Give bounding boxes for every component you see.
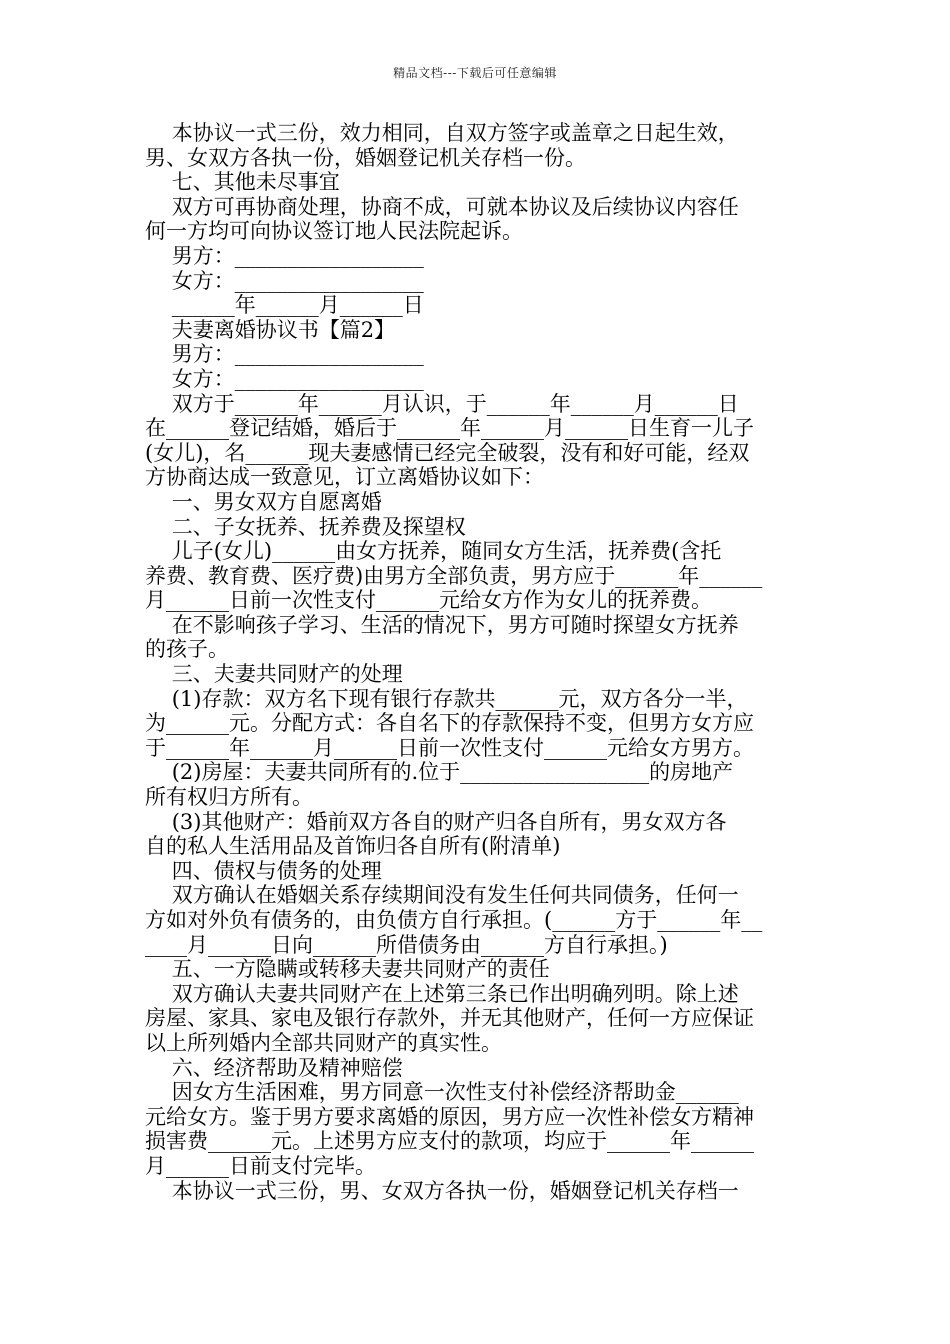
- document-line: 男方：__________________: [145, 243, 424, 268]
- document-body: [145, 121, 825, 1203]
- document-line: 七、其他未尽事宜: [145, 170, 340, 195]
- document-line: 男、女双方各执一份，婚姻登记机关存档一份。: [145, 145, 586, 170]
- document-line: 女方：__________________: [145, 268, 424, 293]
- document-line: 养费、教育费、医疗费)由男方全部负责，男方应于______年______: [145, 563, 763, 588]
- document-line: 月______日前一次性支付______元给女方作为女儿的抚养费。: [145, 588, 712, 613]
- document-line: 在______登记结婚，婚后于______年______月______日生育一儿子: [145, 416, 754, 441]
- document-line: 方如对外负有债务的，由负债方自行承担。(______方于______年__: [145, 908, 763, 932]
- document-line: 自的私人生活用品及首饰归各自所有(附清单): [145, 834, 561, 859]
- document-line: 男方：__________________: [145, 342, 424, 367]
- document-line: 儿子(女儿)______由女方抚养，随同女方生活，抚养费(含托: [145, 539, 722, 564]
- document-line: 四、债权与债务的处理: [145, 858, 382, 883]
- document-line: 何一方均可向协议签订地人民法院起诉。: [145, 219, 523, 244]
- document-line: 六、经济帮助及精神赔偿: [145, 1055, 403, 1080]
- document-line: (3)其他财产：婚前双方各自的财产归各自所有，男女双方各: [145, 809, 727, 834]
- document-line: ____月______日向______所借债务由______方自行承担。): [145, 932, 668, 957]
- document-line: 二、子女抚养、抚养费及探望权: [145, 514, 466, 539]
- document-line: 双方确认夫妻共同财产在上述第三条已作出明确列明。除上述: [145, 981, 739, 1006]
- document-line: 本协议一式三份，男、女双方各执一份，婚姻登记机关存档一: [145, 1178, 739, 1203]
- document-line: 女方：__________________: [145, 366, 424, 391]
- document-line: 一、男女双方自愿离婚: [145, 489, 382, 514]
- document-line: 双方可再协商处理，协商不成，可就本协议及后续协议内容任: [145, 194, 739, 219]
- document-line: 的孩子。: [145, 637, 229, 662]
- document-line: 双方确认在婚姻关系存续期间没有发生任何共同债务，任何一: [145, 883, 739, 908]
- document-line: (女儿)，名______现夫妻感情已经完全破裂，没有和好可能，经双: [145, 440, 750, 465]
- document-line: 方协商达成一致意见，订立离婚协议如下：: [145, 465, 544, 490]
- document-line: 损害费______元。上述男方应支付的款项，均应于______年______: [145, 1129, 754, 1154]
- document-line: 元给女方。鉴于男方要求离婚的原因，男方应一次性补偿女方精神: [145, 1104, 754, 1129]
- document-line: 为______元。分配方式：各自名下的存款保持不变，但男方女方应: [145, 711, 754, 736]
- document-line: 双方于______年______月认识，于______年______月______日: [145, 391, 739, 416]
- document-line: 所有权归方所有。: [145, 785, 313, 810]
- document-line: (1)存款：双方名下现有银行存款共______元，双方各分一半，: [145, 686, 748, 711]
- document-line: 五、一方隐瞒或转移夫妻共同财产的责任: [145, 957, 550, 982]
- document-line: 于______年______月______日前一次性支付______元给女方男方。: [145, 735, 754, 760]
- document-line: 本协议一式三份，效力相同，自双方签字或盖章之日起生效，: [145, 121, 739, 145]
- page-header: 精品文档---下载后可任意编辑: [393, 66, 557, 80]
- document-line: ______年______月______日: [145, 293, 424, 318]
- document-line: 夫妻离婚协议书【篇2】: [145, 317, 396, 342]
- document-line: 房屋、家具、家电及银行存款外，并无其他财产，任何一方应保证: [145, 1006, 754, 1031]
- document-line: 三、夫妻共同财产的处理: [145, 662, 403, 687]
- document-line: 因女方生活困难，男方同意一次性支付补偿经济帮助金______: [145, 1080, 739, 1105]
- document-line: 以上所列婚内全部共同财产的真实性。: [145, 1030, 502, 1055]
- document-line: 月______日前支付完毕。: [145, 1153, 376, 1178]
- document-line: 在不影响孩子学习、生活的情况下，男方可随时探望女方抚养: [145, 612, 739, 637]
- document-line: (2)房屋：夫妻共同所有的.位于__________________的房地产: [145, 760, 734, 785]
